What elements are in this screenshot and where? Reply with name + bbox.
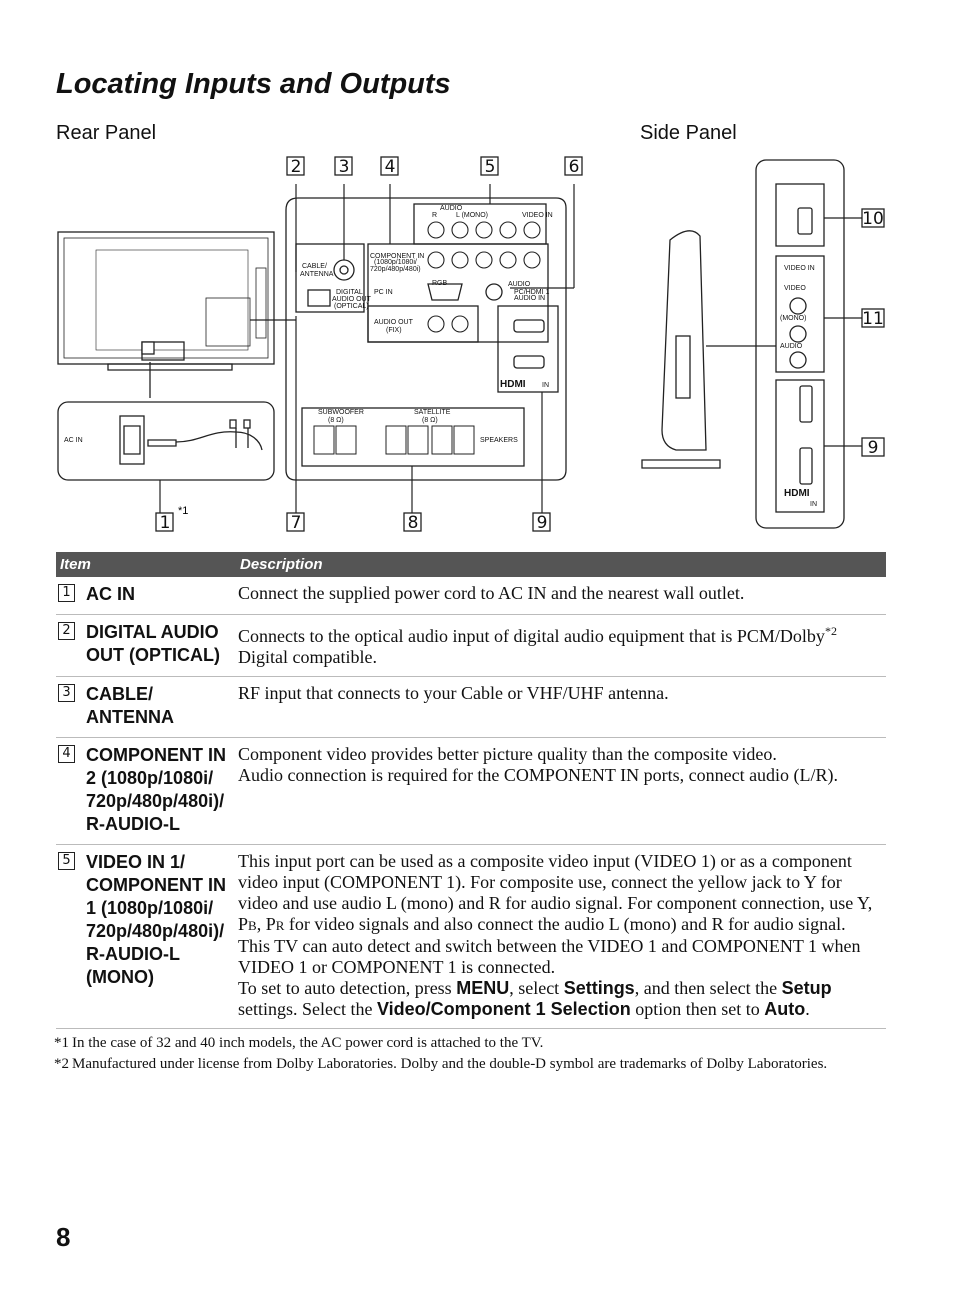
callout-1: 1 (159, 513, 171, 533)
callout-7: 7 (290, 513, 302, 533)
audio-out-fix-label: (FIX) (386, 327, 402, 334)
cable-antenna-label-2: ANTENNA (300, 271, 334, 278)
callout-5: 5 (484, 157, 496, 177)
pc-audio-label: AUDIO (508, 281, 531, 288)
subwoofer-label: SUBWOOFER (318, 409, 364, 416)
table-row (56, 738, 886, 845)
component-res-label-2: 720p/480p/480i) (370, 266, 421, 273)
hdmi-in-label-side: IN (810, 501, 817, 508)
callout-9-rear: 9 (536, 513, 548, 533)
side-video-label: VIDEO (784, 285, 806, 292)
item-number: 1 (58, 584, 75, 602)
rear-panel-label: Rear Panel (56, 122, 157, 144)
item-name: VIDEO IN 1/ COMPONENT IN 1 (1080p/1080i/ 720p/480p/480i)/ R-AUDIO-L (MONO) (84, 845, 236, 1029)
side-mono-label: (MONO) (780, 315, 807, 322)
hdmi-in-label-rear: IN (542, 382, 549, 389)
satellite-ohm-label: (8 Ω) (422, 417, 438, 424)
item-name: CABLE/ ANTENNA (84, 677, 236, 738)
callout-3: 3 (338, 157, 350, 177)
side-audio-label: AUDIO (780, 343, 803, 350)
r-label-top: R (432, 212, 438, 219)
item-number: 4 (58, 745, 75, 763)
item-number: 3 (58, 684, 75, 702)
component-res-label-1: (1080p/1080i/ (374, 259, 417, 266)
ac-in-detail (58, 402, 274, 480)
tv-side-illustration (642, 160, 844, 528)
digital-audio-label-1: DIGITAL (336, 289, 363, 296)
pc-hdmi-audio-label-2: AUDIO IN (514, 295, 546, 302)
header-item: Item (56, 552, 236, 577)
item-name: AC IN (84, 577, 236, 615)
l-mono-label-top: L (MONO) (456, 212, 489, 219)
audio-label-top: AUDIO (440, 205, 463, 212)
item-description: RF input that connects to your Cable or VHF/UHF antenna. (236, 677, 886, 738)
ac-in-label: AC IN (64, 437, 83, 444)
footnote: *1 In the case of 32 and 40 inch models, the AC power cord is attached to the TV. (54, 1035, 544, 1051)
connections-diagram (0, 150, 954, 542)
items-table (56, 552, 886, 1029)
item-name: COMPONENT IN 2 (1080p/1080i/ 720p/480p/480i)/ R-AUDIO-L (84, 738, 236, 845)
footnotes (54, 1033, 874, 1075)
satellite-label: SATELLITE (414, 409, 451, 416)
table-row (56, 677, 886, 738)
hdmi-logo-side: HDMI (784, 488, 810, 499)
subwoofer-ohm-label: (8 Ω) (328, 417, 344, 424)
tv-rear-illustration (58, 232, 274, 398)
audio-out-label: AUDIO OUT (374, 319, 413, 326)
footnote-marker-1: *1 (178, 505, 189, 517)
side-video-in-label: VIDEO IN (784, 265, 815, 272)
speakers-label: SPEAKERS (480, 437, 518, 444)
callout-10: 10 (862, 209, 884, 229)
table-row (56, 845, 886, 1029)
digital-audio-label-3: (OPTICAL) (334, 303, 369, 310)
table-row (56, 615, 886, 677)
item-description: Connects to the optical audio input of digital audio equipment that is PCM/Dolby$^{*2}$ Digital compatible. (236, 615, 886, 677)
page-number: 8 (56, 1222, 71, 1252)
hdmi-logo-rear: HDMI (500, 379, 526, 390)
callout-6: 6 (568, 157, 580, 177)
callout-8: 8 (407, 513, 419, 533)
item-description: Component video provides better picture quality than the composite video. Audio connection is required for the COMPONENT IN ports, connect audio (L/R). (236, 738, 886, 845)
pc-in-label: PC IN (374, 289, 393, 296)
page-title: Locating Inputs and Outputs (56, 68, 451, 100)
video-in-label-top: VIDEO IN (522, 212, 553, 219)
table-row (56, 577, 886, 615)
rgb-label: RGB (432, 280, 448, 287)
callout-4: 4 (384, 157, 396, 177)
item-number: 2 (58, 622, 75, 640)
digital-audio-label-2: AUDIO OUT (332, 296, 371, 303)
pc-hdmi-audio-label-1: PC/HDMI 1 (514, 289, 550, 296)
item-name: DIGITAL AUDIO OUT (OPTICAL) (84, 615, 236, 677)
component-in-label: COMPONENT IN (370, 253, 425, 260)
callout-2: 2 (290, 157, 302, 177)
item-description: This input port can be used as a composite video input (VIDEO 1) or as a component video input (COMPONENT 1). For composite use, connect the yellow jack to Y for video and use audio L (mono) and R for audio signal. For component connection, use Y, PB, PR for video signals and also connect the audio L (mono) and R for audio signal. This TV can auto detect and switch between the VIDEO 1 and COMPONENT 1 when VIDEO 1 or COMPONENT 1 is connected. To set to auto detection, press MENU, select Settings, and then select the Setup settings. Select the Video/Component 1 Selection option then set to Auto. (236, 845, 886, 1029)
item-number: 5 (58, 852, 75, 870)
header-description: Description (236, 552, 886, 577)
cable-antenna-label-1: CABLE/ (302, 263, 327, 270)
side-panel-label: Side Panel (640, 122, 737, 144)
callout-11: 11 (862, 309, 884, 329)
callout-9-side: 9 (867, 438, 879, 458)
item-description: Connect the supplied power cord to AC IN and the nearest wall outlet. (236, 577, 886, 615)
footnote: *2 Manufactured under license from Dolby Laboratories. Dolby and the double-D symbol are trademarks of Dolby Laboratories. (54, 1056, 828, 1072)
